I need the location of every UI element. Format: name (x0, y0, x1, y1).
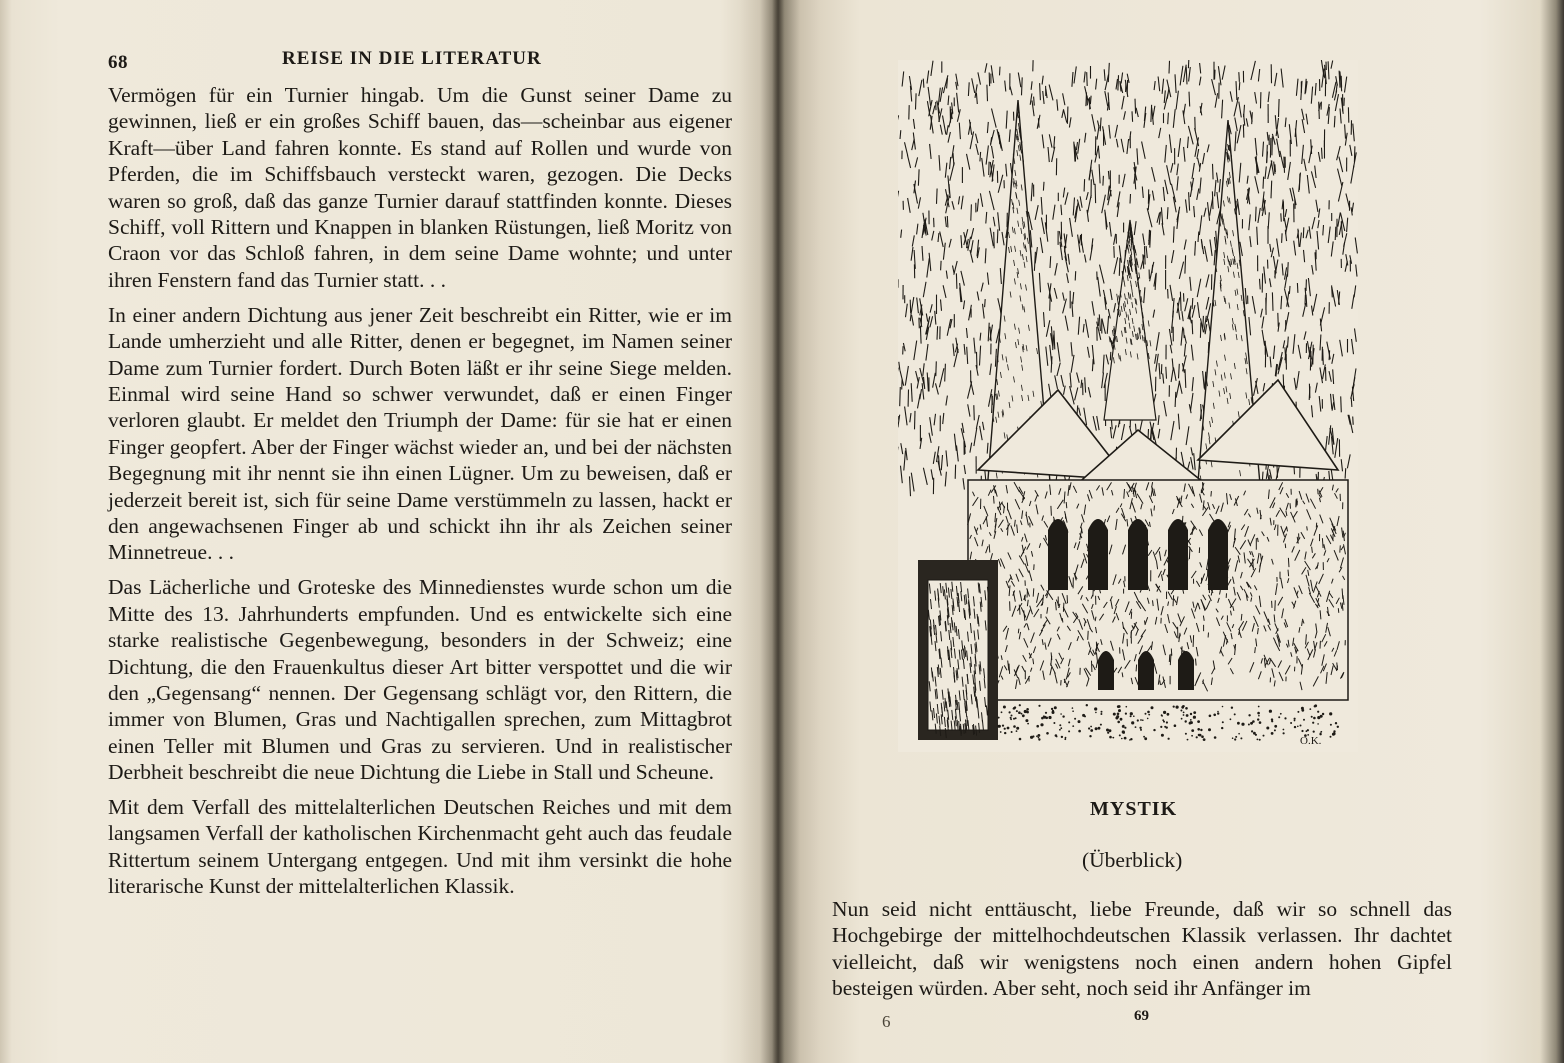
paragraph: Mit dem Verfall des mittelalterlichen Deutschen Reiches und mit dem langsamen Verfall der katholischen Kirchenmacht geht auch das feudale Rittertum seinem Untergang entgegen. Und mit ihm versinkt die hohe literarische Kunst der mittelalterlichen Klassik. (108, 795, 732, 899)
right-page (790, 0, 1564, 1063)
left-page (0, 0, 775, 1063)
woodcut-svg (898, 60, 1358, 752)
left-page-text (108, 82, 732, 908)
paragraph: Nun seid nicht enttäuscht, liebe Freunde, daß wir so schnell das Hochgebirge der mittelhochdeutschen Klassik verlassen. Ihr dachtet vielleicht, daß wir wenigstens noch einen andern hohen Gipfel besteigen würden. Aber seht, noch seid ihr Anfänger im (832, 897, 1452, 1001)
section-subtitle: (Überblick) (1082, 848, 1183, 872)
section-title: MYSTIK (1090, 798, 1178, 820)
artist-initials: O.K. (1300, 735, 1322, 747)
paragraph: Das Lächerliche und Groteske des Minnedienstes wurde schon um die Mitte des 13. Jahrhunderts empfunden. Und es entwickelte sich eine starke realistische Gegenbewegung, besonders in der Schweiz; eine Dichtung, die den Frauenkultus dieser Art bitter verspottet und die wir den „Gegensang“ nennen. Der Gegensang schlägt vor, den Rittern, die immer von Blumen, Gras und Nachtigallen sprechen, zum Mittagbrot einen Teller mit Blumen und Gras zu servieren. Und in realistischer Derbheit beschreibt die neue Dichtung die Liebe in Stall und Scheune. (108, 575, 732, 785)
paragraph: Vermögen für ein Turnier hingab. Um die Gunst seiner Dame zu gewinnen, ließ er ein großes Schiff bauen, das—scheinbar aus eigener Kraft—über Land fahren konnte. Es stand auf Rollen und wurde von Pferden, die im Schiffsbauch versteckt waren, gezogen. Die Decks waren so groß, daß das ganze Turnier darauf stattfinden konnte. Dieses Schiff, voll Rittern und Knappen in blanken Rüstungen, ließ Moritz von Craon vor das Schloß fahren, in dem seine Dame wohnte; und unter ihren Fenstern fand das Turnier statt. . . (108, 83, 732, 292)
running-head (108, 48, 732, 78)
cathedral-woodcut-illustration (898, 60, 1358, 752)
running-head-title: REISE IN DIE LITERATUR (282, 48, 542, 69)
page-number-left: 68 (108, 52, 128, 73)
paragraph: In einer andern Dichtung aus jener Zeit beschreibt ein Ritter, wie er im Lande umherzieht und alle Ritter, denen er begegnet, im Namen seiner Dame zum Turnier fordert. Durch Boten läßt er ihr seine Siege melden. Einmal wird seine Hand so schwer verwundet, daß er einen Finger verloren glaubt. Er meldet den Triumph der Dame: für sie hat er einen Finger geopfert. Aber der Finger wächst wieder an, und bei der nächsten Begegnung mit ihr nennt sie ihn einen Lügner. Um zu beweisen, daß er jederzeit bereit ist, sich für seine Dame verstümmeln zu lassen, hackt er den angewachsenen Finger ab und schickt ihn ihr als Zeichen seiner Minnetreue. . . (108, 302, 732, 565)
page-number-right: 69 (1134, 1008, 1149, 1024)
right-page-text (832, 896, 1452, 1002)
signature-mark: 6 (882, 1012, 891, 1031)
